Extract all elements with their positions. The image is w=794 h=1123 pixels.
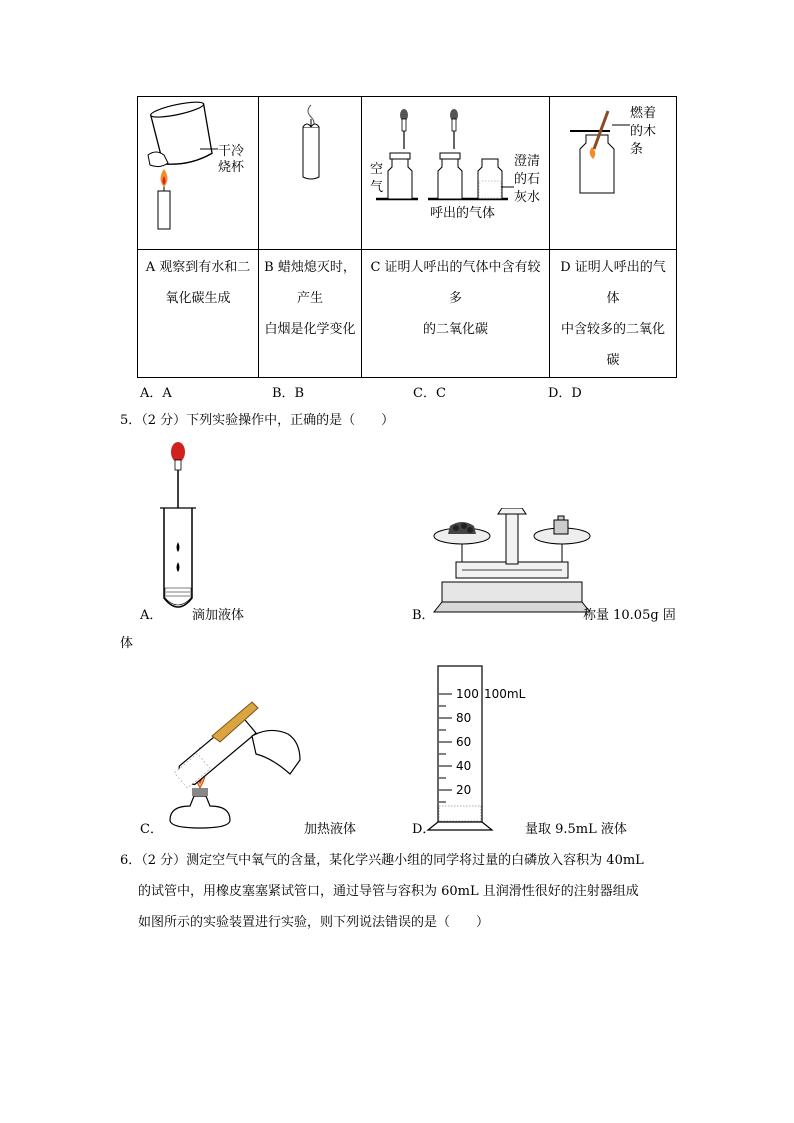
caption-line: 碳 bbox=[606, 353, 620, 368]
q6-line-3: 如图所示的实验装置进行实验，则下列说法错误的是（ ） bbox=[138, 915, 490, 930]
q6-line-2: 的试管中，用橡皮塞塞紧试管口，通过导管与容积为 60mL 且润滑性很好的注射器组成 bbox=[138, 884, 639, 899]
fig-label: 燃着 bbox=[630, 106, 657, 121]
fig-label: 的木 bbox=[630, 124, 657, 139]
caption-line: 中含较多的二氧化 bbox=[560, 322, 665, 337]
heating-test-tube-figure bbox=[160, 696, 310, 830]
fig-label: 澄清 bbox=[514, 154, 541, 169]
caption-line: 体 bbox=[606, 291, 620, 306]
fig-label: 呼出的气体 bbox=[430, 206, 496, 221]
q5-option-d-text: 量取 9.5mL 液体 bbox=[525, 822, 627, 837]
fig-label: 气 bbox=[370, 180, 384, 195]
q4-cell-b-figure bbox=[259, 97, 362, 250]
extinguished-candle-figure bbox=[259, 97, 361, 245]
q4-caption-c bbox=[362, 250, 550, 378]
limewater-dropper-comparison-figure bbox=[362, 97, 549, 245]
fig-label: 条 bbox=[630, 142, 644, 157]
q4-option-a[interactable]: A．A bbox=[140, 386, 172, 401]
q5-option-c-letter[interactable]: C． bbox=[140, 822, 163, 837]
caption-line: D 证明人呼出的气 bbox=[560, 260, 666, 275]
cold-beaker-over-candle-figure bbox=[138, 97, 258, 245]
q5-stem: 5．（2 分）下列实验操作中，正确的是（ ） bbox=[120, 413, 395, 428]
measuring-cylinder-figure bbox=[420, 664, 530, 832]
caption-line: 多 bbox=[448, 291, 462, 306]
q5-option-b-text: 称量 10.05g 固 bbox=[583, 608, 676, 623]
q4-cell-c-figure bbox=[362, 97, 550, 250]
caption-line: 的二氧化碳 bbox=[422, 322, 488, 337]
q4-option-c[interactable]: C．C bbox=[413, 386, 446, 401]
q5-option-b-text-cont: 体 bbox=[120, 636, 134, 651]
cylinder-tick: 20 bbox=[456, 783, 472, 797]
q5-option-d-letter[interactable]: D． bbox=[412, 822, 436, 837]
caption-line: 白烟是化学变化 bbox=[264, 322, 356, 337]
caption-line: 产生 bbox=[296, 291, 323, 306]
cylinder-volume-label: 100mL bbox=[484, 687, 526, 701]
fig-label: 烧杯 bbox=[218, 160, 245, 175]
fig-label: 的石 bbox=[514, 172, 541, 187]
q4-caption-a bbox=[138, 250, 259, 378]
cylinder-tick: 80 bbox=[456, 711, 472, 725]
q4-caption-b bbox=[259, 250, 362, 378]
q4-options-table bbox=[137, 96, 677, 378]
q4-cell-a-figure bbox=[138, 97, 259, 250]
q5-option-c-text: 加热液体 bbox=[304, 822, 357, 837]
q4-option-d[interactable]: D．D bbox=[548, 386, 582, 401]
caption-line: C 证明人呼出的气体中含有较 bbox=[370, 260, 541, 275]
fig-label: 干冷 bbox=[218, 144, 245, 159]
q4-option-b[interactable]: B．B bbox=[272, 386, 305, 401]
q4-caption-d bbox=[550, 250, 677, 378]
caption-line: 氧化碳生成 bbox=[165, 291, 231, 306]
q5-option-a-text: 滴加液体 bbox=[192, 608, 245, 623]
fig-label: 灰水 bbox=[514, 190, 541, 205]
cylinder-tick: 40 bbox=[456, 759, 472, 773]
burning-splint-in-bottle-figure bbox=[550, 97, 676, 245]
q5-option-b-letter[interactable]: B． bbox=[412, 608, 435, 623]
q4-cell-d-figure bbox=[550, 97, 677, 250]
caption-line: B 蜡烛熄灭时， bbox=[264, 260, 356, 275]
caption-line: A 观察到有水和二 bbox=[145, 260, 251, 275]
fig-label: 空 bbox=[370, 162, 384, 177]
dropper-into-test-tube-figure bbox=[150, 438, 210, 618]
cylinder-tick: 60 bbox=[456, 735, 472, 749]
balance-scale-figure bbox=[432, 508, 592, 620]
q6-line-1: 6．（2 分）测定空气中氧气的含量，某化学兴趣小组的同学将过量的白磷放入容积为 40mL bbox=[120, 853, 644, 868]
q5-option-a-letter[interactable]: A． bbox=[140, 608, 163, 623]
cylinder-tick: 100 bbox=[456, 687, 479, 701]
